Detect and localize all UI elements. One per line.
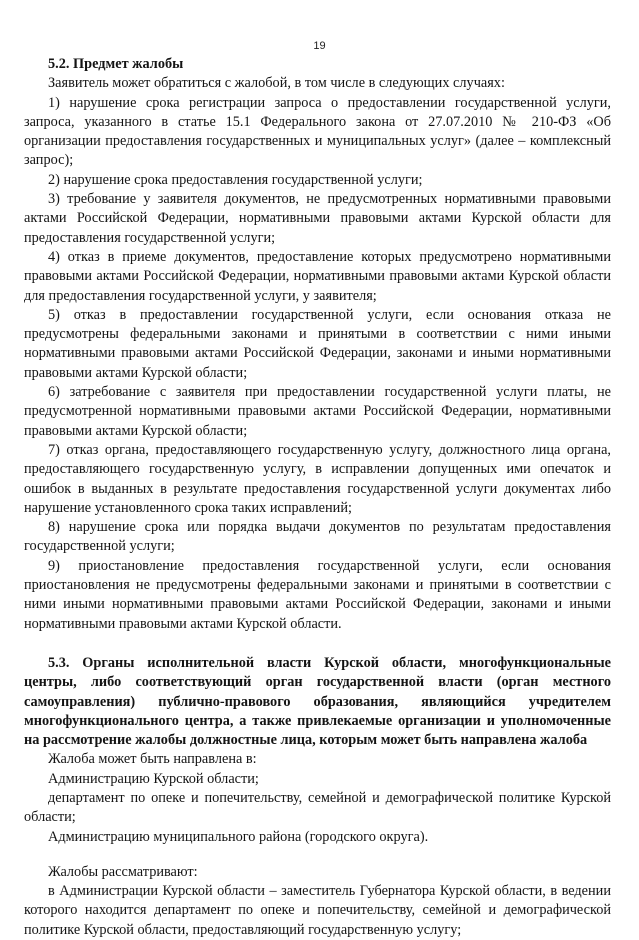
- complaint-case-2: 2) нарушение срока предоставления государственной услуги;: [48, 171, 423, 188]
- recipient-item: Администрацию Курской области;: [48, 770, 259, 787]
- section-5-3-intro: Жалоба может быть направлена в:: [48, 751, 257, 768]
- recipient-item: департамент по опеке и попечительству, семейной и демографической политике Курской области;: [24, 789, 611, 826]
- reviewers-intro: Жалобы рассматривают:: [48, 863, 198, 880]
- recipient-item: Администрацию муниципального района (городского округа).: [48, 828, 429, 845]
- complaint-case-5: 5) отказ в предоставлении государственной услуги, если основания отказа не предусмотрены федеральными законами и принятыми в соответствии с ними иными нормативными правовыми актами Российской Федерации, законами и иными нормативными правовыми актами Курской области;: [24, 306, 611, 381]
- reviewer-item: в Администрации Курской области – заместитель Губернатора Курской области, в ведении которого находится департамент по опеке и попечительству, семейной и демографической политике Курской области, предоставляющий государственную услугу;: [24, 883, 611, 938]
- complaint-case-4: 4) отказ в приеме документов, предоставление которых предусмотрено нормативными правовыми актами Российской Федерации, нормативными правовыми актами Курской области для предоставления государственной услуги, у заявителя;: [24, 248, 611, 304]
- complaint-case-1: 1) нарушение срока регистрации запроса о предоставлении государственной услуги, запроса, указанного в статье 15.1 Федерального закона от 27.07.2010 № 210-ФЗ «Об организации предоставления государственных и муниципальных услуг» (далее – комплексный запрос);: [24, 94, 611, 169]
- section-5-3-heading: 5.3. Органы исполнительной власти Курской области, многофункциональные центры, либо соответствующий орган государственной власти (орган местного самоуправления) публично-правового образования, являющийся учредителем многофункционального центра, а также привлекаемые организации и уполномоченные на рассмотрение жалобы должностные лица, которым может быть направлена жалоба: [24, 654, 611, 749]
- complaint-case-3: 3) требование у заявителя документов, не предусмотренных нормативными правовыми актами Российской Федерации, нормативными правовыми актами Курской области для предоставления государственной услуги;: [24, 191, 611, 246]
- complaint-case-8: 8) нарушение срока или порядка выдачи документов по результатам предоставления государственной услуги;: [24, 519, 611, 555]
- complaint-case-6: 6) затребование с заявителя при предоставлении государственной услуги платы, не предусмотренной нормативными правовыми актами Российской Федерации, нормативными правовыми актами Курской области;: [24, 384, 611, 439]
- document-body: [24, 55, 611, 940]
- section-5-2-intro: Заявитель может обратиться с жалобой, в том числе в следующих случаях:: [48, 75, 505, 92]
- complaint-case-7: 7) отказ органа, предоставляющего государственную услугу, должностного лица органа, предоставляющего государственную услугу, в исправлении допущенных ими опечаток и ошибок в выданных в результате предоставления государственной услуги документах либо нарушение установленного срока таких исправлений;: [24, 441, 611, 516]
- complaint-case-9: 9) приостановление предоставления государственной услуги, если основания приостановления не предусмотрены федеральными законами и принятыми в соответствии с ними иными нормативными правовыми актами Российской Федерации, законами и иными нормативными правовыми актами Курской области.: [24, 557, 611, 632]
- section-5-2-heading: 5.2. Предмет жалобы: [48, 56, 184, 72]
- page-number: 19: [313, 40, 326, 52]
